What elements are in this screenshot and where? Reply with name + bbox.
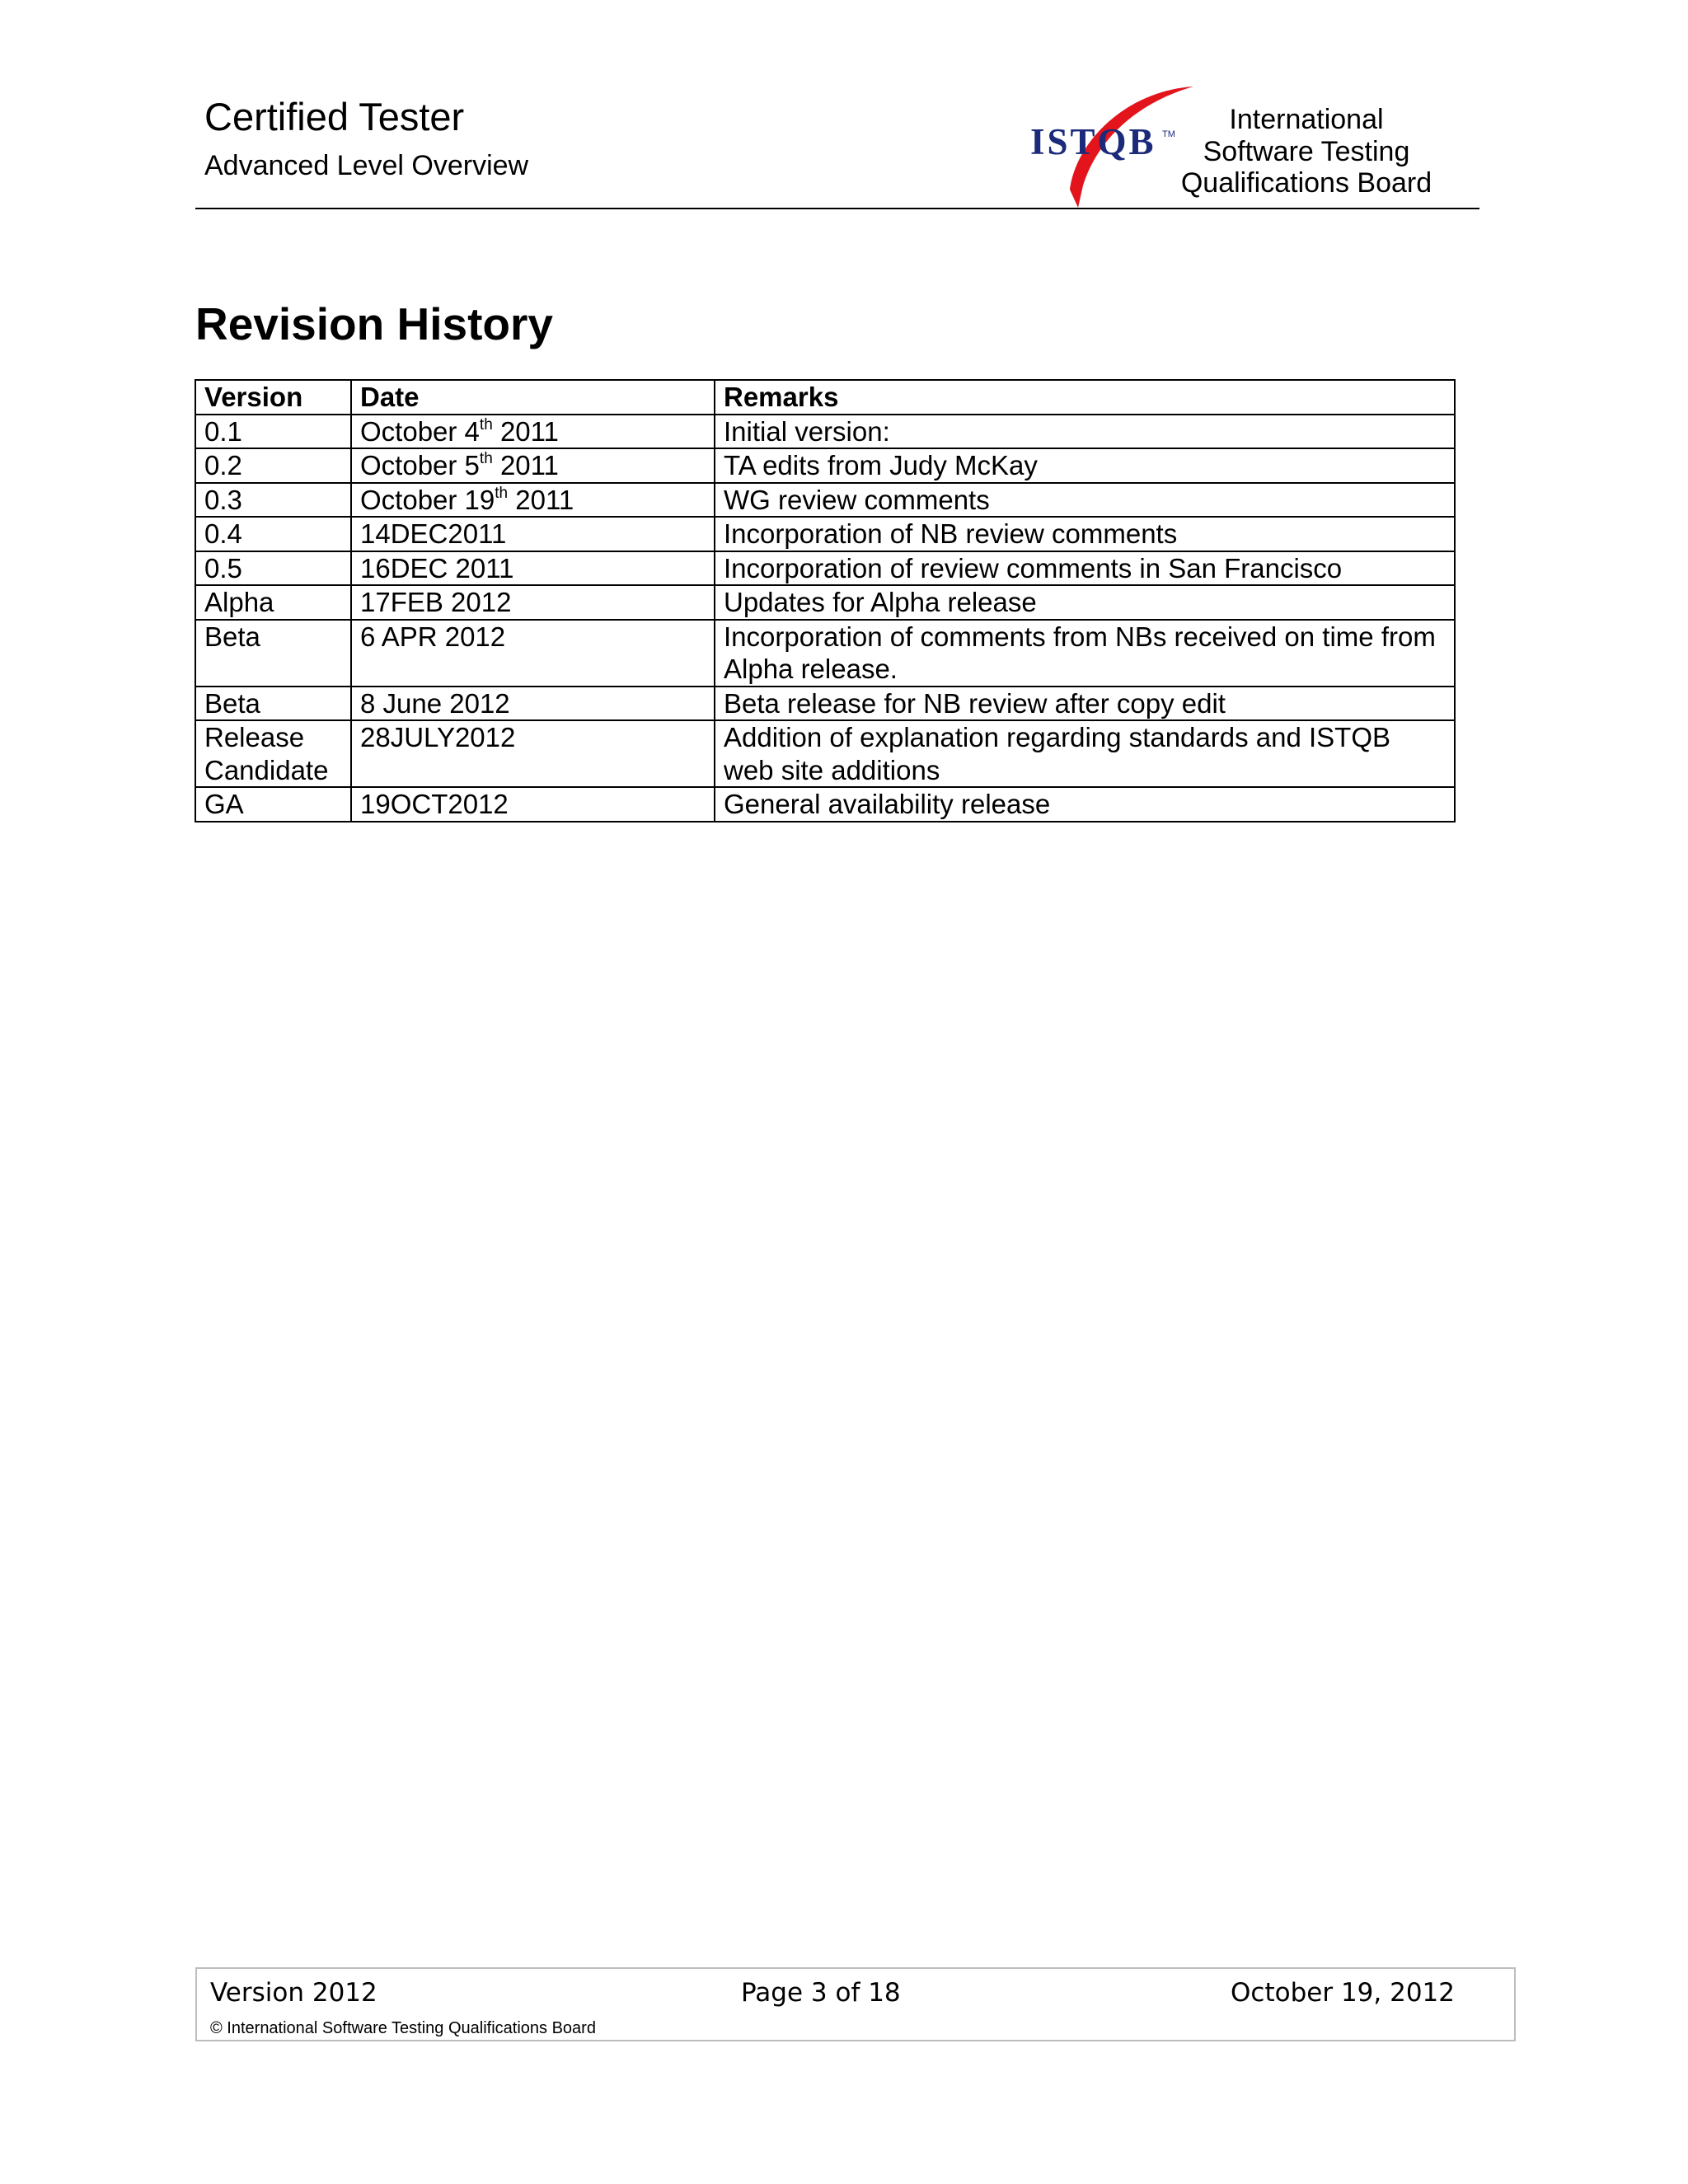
table-row — [195, 448, 1455, 483]
version-cell: GA — [195, 787, 351, 822]
date-cell: 28JULY2012 — [351, 720, 715, 787]
table-row — [195, 517, 1455, 551]
column-header-remarks: Remarks — [715, 380, 1455, 415]
header-divider — [195, 208, 1479, 209]
table-row — [195, 551, 1455, 586]
org-line-1: International — [1229, 104, 1384, 135]
remarks-cell: Updates for Alpha release — [715, 585, 1455, 620]
organization-name — [1170, 104, 1442, 199]
remarks-cell: Incorporation of NB review comments — [715, 517, 1455, 551]
version-cell: Alpha — [195, 585, 351, 620]
remarks-cell: Incorporation of review comments in San Francisco — [715, 551, 1455, 586]
footer-date: October 19, 2012 — [1231, 1978, 1455, 2008]
table-row — [195, 483, 1455, 518]
table-row — [195, 720, 1455, 787]
table-row — [195, 620, 1455, 687]
version-cell: 0.4 — [195, 517, 351, 551]
date-cell: 19OCT2012 — [351, 787, 715, 822]
org-line-2: Software Testing — [1203, 135, 1410, 167]
date-cell: 16DEC 2011 — [351, 551, 715, 586]
logo-trademark-icon: TM — [1162, 129, 1175, 139]
footer-page-number: Page 3 of 18 — [741, 1978, 901, 2008]
table-row — [195, 687, 1455, 721]
remarks-cell: TA edits from Judy McKay — [715, 448, 1455, 483]
remarks-cell: Addition of explanation regarding standards and ISTQB web site additions — [715, 720, 1455, 787]
logo-text: ISTQB — [1030, 121, 1156, 162]
remarks-cell: WG review comments — [715, 483, 1455, 518]
table-row — [195, 585, 1455, 620]
version-cell: 0.3 — [195, 483, 351, 518]
date-cell: 8 June 2012 — [351, 687, 715, 721]
remarks-cell: Incorporation of comments from NBs received on time from Alpha release. — [715, 620, 1455, 687]
date-cell: October 19th 2011 — [351, 483, 715, 518]
date-cell: October 5th 2011 — [351, 448, 715, 483]
date-cell: 14DEC2011 — [351, 517, 715, 551]
document-title: Certified Tester — [204, 95, 465, 138]
remarks-cell: Beta release for NB review after copy edit — [715, 687, 1455, 721]
table-row — [195, 787, 1455, 822]
footer-version: Version 2012 — [210, 1978, 377, 2008]
date-cell: 6 APR 2012 — [351, 620, 715, 687]
page-footer — [195, 1967, 1516, 2041]
footer-copyright: © International Software Testing Qualifications Board — [210, 2019, 596, 2037]
version-cell: Release Candidate — [195, 720, 351, 787]
document-subtitle: Advanced Level Overview — [204, 150, 529, 181]
revision-history-table — [195, 379, 1456, 823]
org-line-3: Qualifications Board — [1180, 167, 1432, 199]
version-cell: 0.1 — [195, 415, 351, 449]
version-cell: 0.5 — [195, 551, 351, 586]
version-cell: Beta — [195, 620, 351, 687]
version-cell: Beta — [195, 687, 351, 721]
column-header-date: Date — [351, 380, 715, 415]
remarks-cell: Initial version: — [715, 415, 1455, 449]
page-title: Revision History — [195, 298, 554, 349]
version-cell: 0.2 — [195, 448, 351, 483]
table-header-row — [195, 380, 1455, 415]
date-cell: October 4th 2011 — [351, 415, 715, 449]
table-row — [195, 415, 1455, 449]
remarks-cell: General availability release — [715, 787, 1455, 822]
column-header-version: Version — [195, 380, 351, 415]
date-cell: 17FEB 2012 — [351, 585, 715, 620]
